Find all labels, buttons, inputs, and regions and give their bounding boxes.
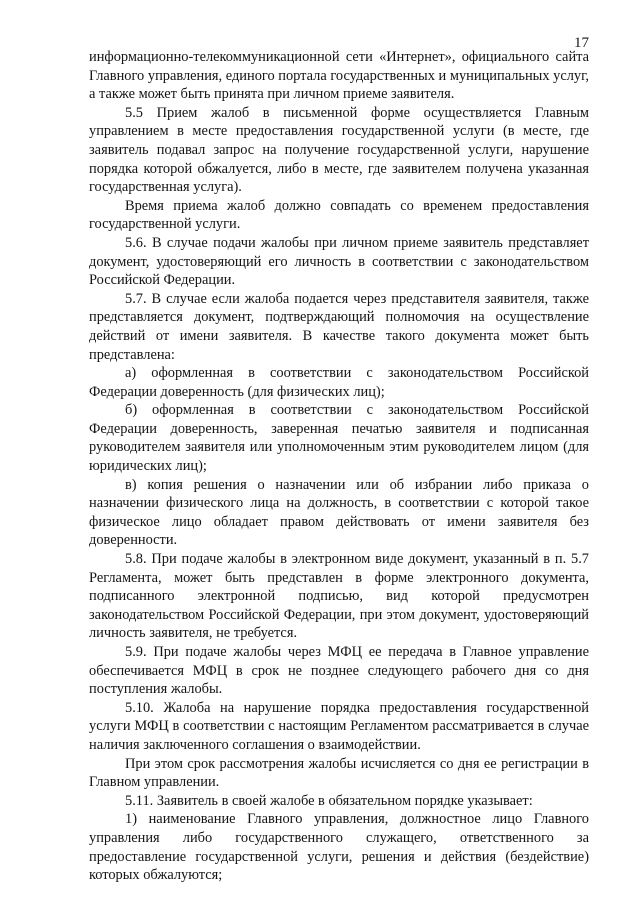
- paragraph-5-9: 5.9. При подаче жалобы через МФЦ ее передача в Главное управление обеспечивается МФЦ в срок не позднее следующего рабочего дня со дня поступления жалобы.: [89, 644, 589, 698]
- paragraph-complaint-time: Время приема жалоб должно совпадать со временем предоставления государственной услуги.: [89, 197, 589, 233]
- paragraph-review-term: При этом срок рассмотрения жалобы исчисляется со дня ее регистрации в Главном управлении.: [89, 755, 589, 791]
- page-number: 17: [574, 35, 589, 51]
- document-body: [89, 48, 589, 885]
- paragraph-5-10: 5.10. Жалоба на нарушение порядка предоставления государственной услуги МФЦ в соответствии с настоящим Регламентом рассматривается в случае наличия заключенного соглашения о взаимодействии.: [89, 699, 589, 753]
- paragraph-5-8: 5.8. При подаче жалобы в электронном виде документ, указанный в п. 5.7 Регламента, может быть представлен в форме электронного документа, подписанного электронной подписью, вид которой предусмотрен законодательством Российской Федерации, при этом документ, удостоверяющий личность заявителя, не требуется.: [89, 551, 589, 642]
- paragraph-5-7-a: а) оформленная в соответствии с законодательством Российской Федерации доверенность (для физических лиц);: [89, 365, 589, 400]
- paragraph-5-7: 5.7. В случае если жалоба подается через представителя заявителя, также представляется документ, подтверждающий полномочия на осуществление действий от имени заявителя. В качестве такого документа может быть представлена:: [89, 290, 589, 363]
- paragraph-5-6: 5.6. В случае подачи жалобы при личном приеме заявитель представляет документ, удостоверяющий его личность в соответствии с законодательством Российской Федерации.: [89, 234, 589, 289]
- paragraph-5-11: 5.11. Заявитель в своей жалобе в обязательном порядке указывает:: [125, 792, 533, 809]
- paragraph-5-7-b: б) оформленная в соответствии с законодательством Российской Федерации доверенность, заверенная печатью заявителя и подписанная руководителем заявителя или уполномоченным этим руководителем лицом (для юридических лиц);: [89, 402, 589, 475]
- paragraph-5-11-1: 1) наименование Главного управления, должностное лицо Главного управления либо государственного служащего, ответственного за предоставление государственной услуги, решения и действия (бездействие) которых обжалуются;: [89, 811, 589, 884]
- paragraph-5-5: 5.5 Прием жалоб в письменной форме осуществляется Главным управлением в месте предоставления государственной услуги (в месте, где заявитель подавал запрос на получение государственной услуги, нарушение порядка которой обжалуется, либо в месте, где заявителем получена указанная государственная услуга).: [89, 104, 589, 196]
- paragraph-continuation: информационно-телекоммуникационной сети «Интернет», официального сайта Главного управления, единого портала государственных и муниципальных услуг, а также может быть принята при личном приеме заявителя.: [89, 49, 589, 103]
- paragraph-5-7-v: в) копия решения о назначении или об избрании либо приказа о назначении физического лица на должность, в соответствии с которой такое физическое лицо обладает правом действовать от имени заявителя без доверенности.: [89, 476, 589, 549]
